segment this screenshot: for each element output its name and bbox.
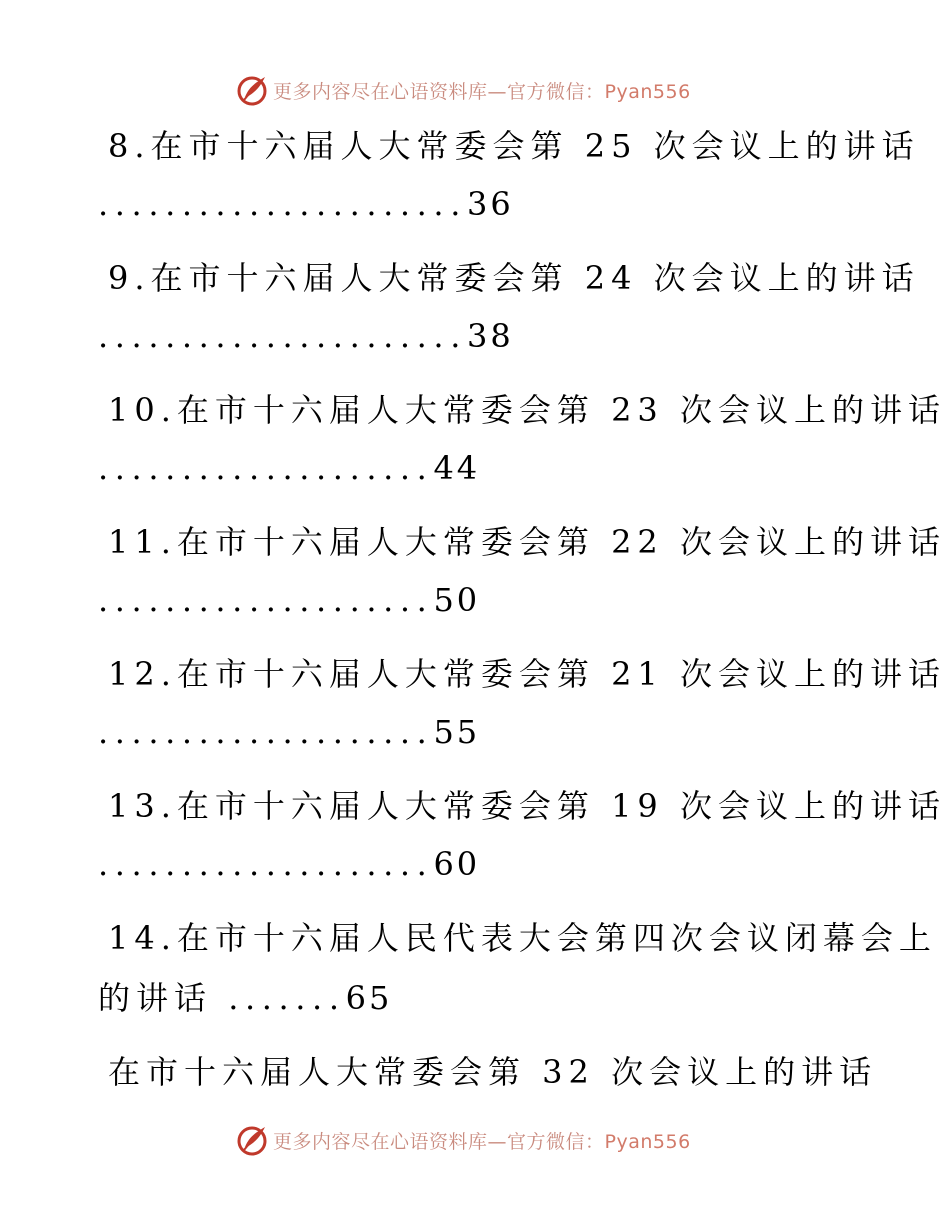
toc-page-number: 38 (466, 317, 514, 355)
toc-page-number: 50 (433, 581, 481, 619)
footer-watermark (235, 1122, 691, 1158)
toc-leader-dots: .................... (98, 845, 434, 883)
toc-entry-title[interactable]: 10.在市十六届人大常委会第 23 次会议上的讲话 (108, 391, 946, 429)
quill-logo-icon (235, 1123, 269, 1157)
toc-entry-leader-line (98, 978, 392, 1018)
toc-entry-leader-line (98, 844, 480, 884)
toc-page-number: 55 (433, 713, 481, 751)
toc-entry-title-continuation: 的讲话 (98, 979, 229, 1017)
toc-entry-leader-line (98, 184, 514, 224)
watermark-text: 更多内容尽在心语资料库—官方微信：Pyan556 (273, 80, 691, 103)
toc-leader-dots: ....... (228, 979, 346, 1017)
toc-leader-dots: ...................... (98, 185, 467, 223)
toc-entry-title[interactable]: 8.在市十六届人大常委会第 25 次会议上的讲话 (108, 127, 920, 165)
toc-page-number: 60 (433, 845, 481, 883)
toc-leader-dots: .................... (98, 713, 434, 751)
toc-entry-title[interactable]: 9.在市十六届人大常委会第 24 次会议上的讲话 (108, 259, 920, 297)
toc-entry-title[interactable]: 13.在市十六届人大常委会第 19 次会议上的讲话 (108, 787, 946, 825)
toc-leader-dots: ...................... (98, 317, 467, 355)
toc-leader-dots: .................... (98, 581, 434, 619)
toc-entry-leader-line (98, 712, 480, 752)
toc-page-number: 65 (345, 979, 393, 1017)
section-heading: 在市十六届人大常委会第 32 次会议上的讲话 (108, 1053, 878, 1091)
toc-entry-title[interactable]: 11.在市十六届人大常委会第 22 次会议上的讲话 (108, 523, 946, 561)
toc-entry-leader-line (98, 448, 480, 488)
toc-entry-title[interactable]: 14.在市十六届人民代表大会第四次会议闭幕会上 (108, 919, 937, 957)
watermark-text: 更多内容尽在心语资料库—官方微信：Pyan556 (273, 1130, 691, 1153)
toc-entry-leader-line (98, 580, 480, 620)
toc-entry-leader-line (98, 316, 514, 356)
toc-page-number: 44 (433, 449, 481, 487)
toc-page-number: 36 (466, 185, 514, 223)
toc-leader-dots: .................... (98, 449, 434, 487)
toc-entry-title[interactable]: 12.在市十六届人大常委会第 21 次会议上的讲话 (108, 655, 946, 693)
